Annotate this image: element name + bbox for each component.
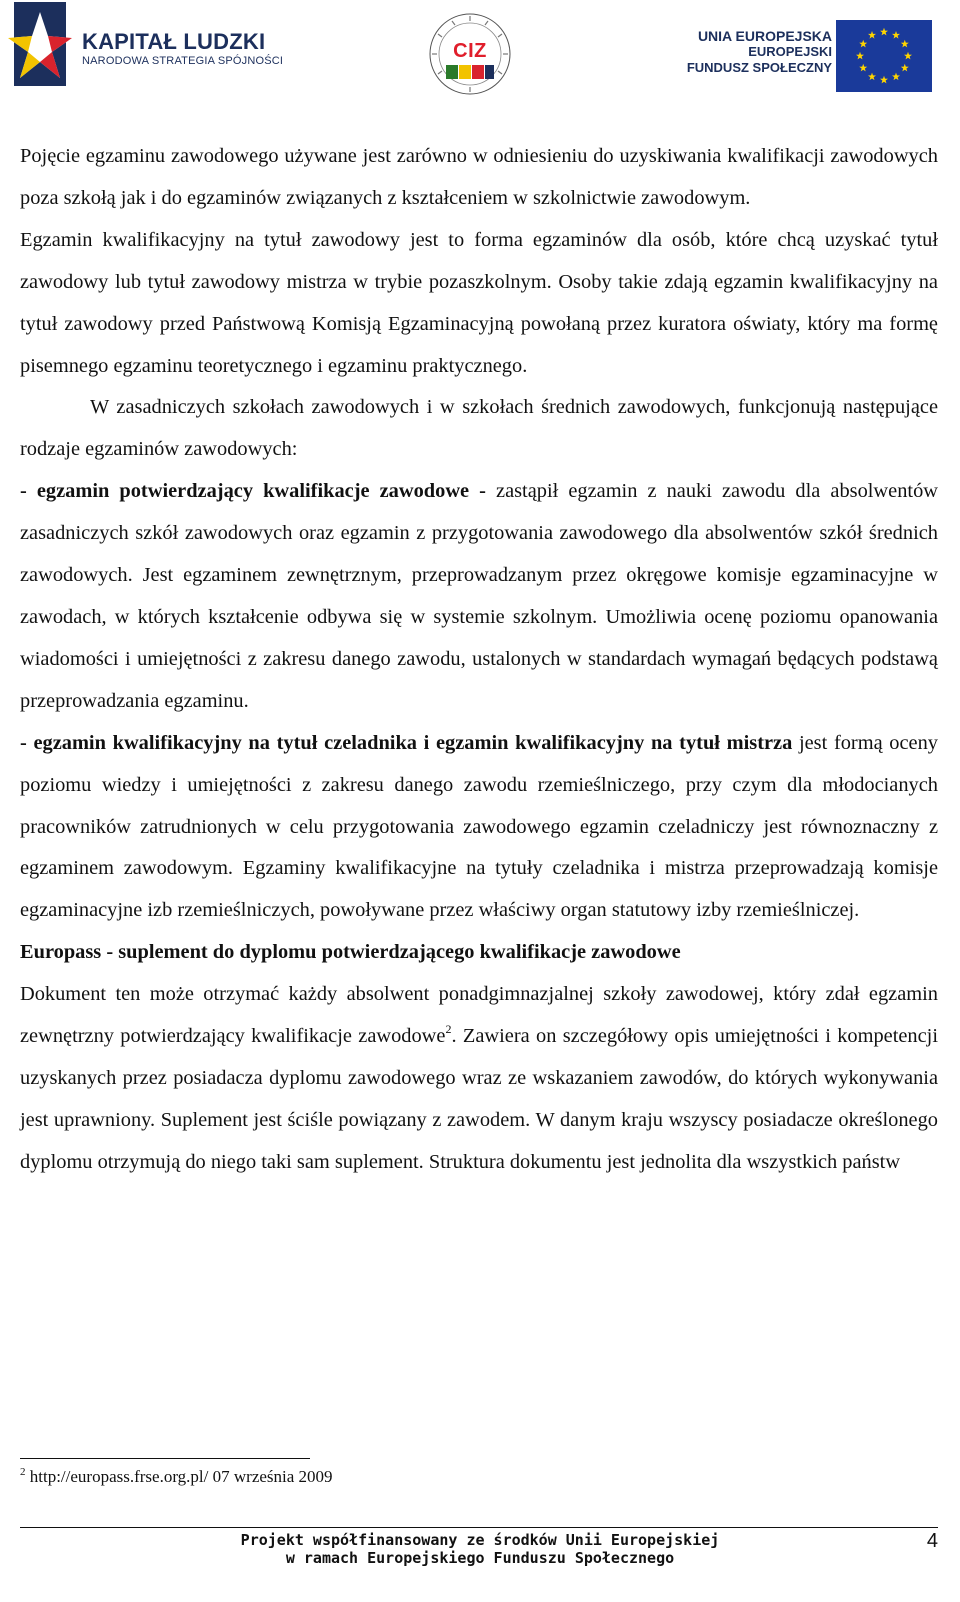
paragraph-6 [20,974,938,1184]
exam-type-2-text: jest formą oceny poziomu wiedzy i umiejętności z zakresu danego zawodu rzemieślniczego, przy czym dla młodocianych pracowników zatrudnionych w celu przygotowania zawodowego egzamin czeladniczy jest równoznaczny z egzaminem zawodowym. Egzaminy kwalifikacyjne na tytuły czeladnika i mistrza przeprowadzają komisje egzaminacyjne izb rzemieślniczych, powoływane przez właściwy organ statutowy izby rzemieślniczej. [20,731,938,922]
kapital-ludzki-logo [6,2,306,92]
paragraph-6-start: Dokument ten może otrzymać każdy absolwent ponadgimnazjalnej szkoły zawodowej, który zdał egzamin zewnętrzny potwierdzający kwalifikacje zawodowe [20,983,938,1048]
paragraph-4 [20,471,938,722]
eu-line-1: UNIA EUROPEJSKA [697,28,832,44]
paragraph-6-end: . Zawiera on szczegółowy opis umiejętności i kompetencji uzyskanych przez posiadacza dyplomu zawodowego wraz ze wskazaniem zawodów, do których wykonywania jest uprawniony. Suplement jest ściśle powiązany z zawodem. W danym kraju wszyscy posiadacze określonego dyplomu otrzymują do niego taki sam suplement. Struktura dokumentu jest jednolita dla wszystkich państw [20,1025,939,1173]
exam-type-1-text: zastąpił egzamin z nauki zawodu dla absolwentów zasadniczych szkół zawodowych oraz egzamin z przygotowania zawodowego dla absolwentów szkół średnich zawodowych. Jest egzaminem zewnętrznym, przeprowadzanym przez okręgowe komisje egzaminacyjne w zawodach, w których kształcenie odbywa się w systemie szkolnym. Umożliwia ocenę poziomu opanowania wiadomości i umiejętności z zakresu danego zawodu, ustalonych w standardach wymagań będących podstawą przeprowadzania egzaminu. [20,480,938,712]
footnote-reference[interactable]: 2 [445,1022,452,1037]
eu-flag-icon [836,20,932,92]
page-number: 4 [926,1530,938,1552]
footer-line-1: Projekt współfinansowany ze środków Unii Europejskiej [240,1531,720,1549]
exam-type-1-label: - egzamin potwierdzający kwalifikacje zawodowe - [20,480,486,503]
ciz-letters: CIZ [453,40,487,62]
eu-text [687,28,832,76]
section-heading: Europass - suplement do dyplomu potwierdzającego kwalifikacje zawodowe [20,941,681,964]
footnote-separator [20,1458,310,1459]
footnote-number: 2 [20,1466,26,1478]
eu-line-2: EUROPEJSKI [748,44,832,59]
eu-line-3: FUNDUSZ SPOŁECZNY [686,60,832,75]
kapital-ludzki-text [82,30,283,68]
paragraph-5 [20,723,938,933]
page-header [0,0,960,110]
kapital-ludzki-subtitle: NARODOWA STRATEGIA SPÓJNOŚCI [82,55,284,67]
page-footer [0,1531,960,1567]
kapital-ludzki-title: KAPITAŁ LUDZKI [82,29,266,54]
footnote [20,1466,333,1488]
kapital-ludzki-star-icon [6,2,74,90]
exam-type-2-label: - egzamin kwalifikacyjny na tytuł czeladnika i egzamin kwalifikacyjny na tytuł mistrza [20,731,793,754]
eu-logo [680,18,950,96]
paragraph-3: W zasadniczych szkołach zawodowych i w szkołach średnich zawodowych, funkcjonują następujące rodzaje egzaminów zawodowych: [20,396,938,461]
footer-line-2: w ramach Europejskiego Funduszu Społecznego [285,1549,675,1567]
paragraph-2: Egzamin kwalifikacyjny na tytuł zawodowy jest to forma egzaminów dla osób, które chcą uzyskać tytuł zawodowy lub tytuł zawodowy mistrza w trybie pozaszkolnym. Osoby takie zdają egzamin kwalifikacyjny na tytuł zawodowy przed Państwową Komisją Egzaminacyjną powołaną przez kuratora oświaty, który ma formę pisemnego egzaminu teoretycznego i egzaminu praktycznego. [20,228,938,377]
footer-separator [20,1527,938,1528]
paragraph-1: Pojęcie egzaminu zawodowego używane jest zarówno w odniesieniu do uzyskiwania kwalifikacji zawodowych poza szkołą jak i do egzaminów związanych z kształceniem w szkolnictwie zawodowym. [20,145,938,209]
footnote-text: http://europass.frse.org.pl/ 07 września 2009 [25,1467,333,1486]
document-body [20,136,938,1184]
